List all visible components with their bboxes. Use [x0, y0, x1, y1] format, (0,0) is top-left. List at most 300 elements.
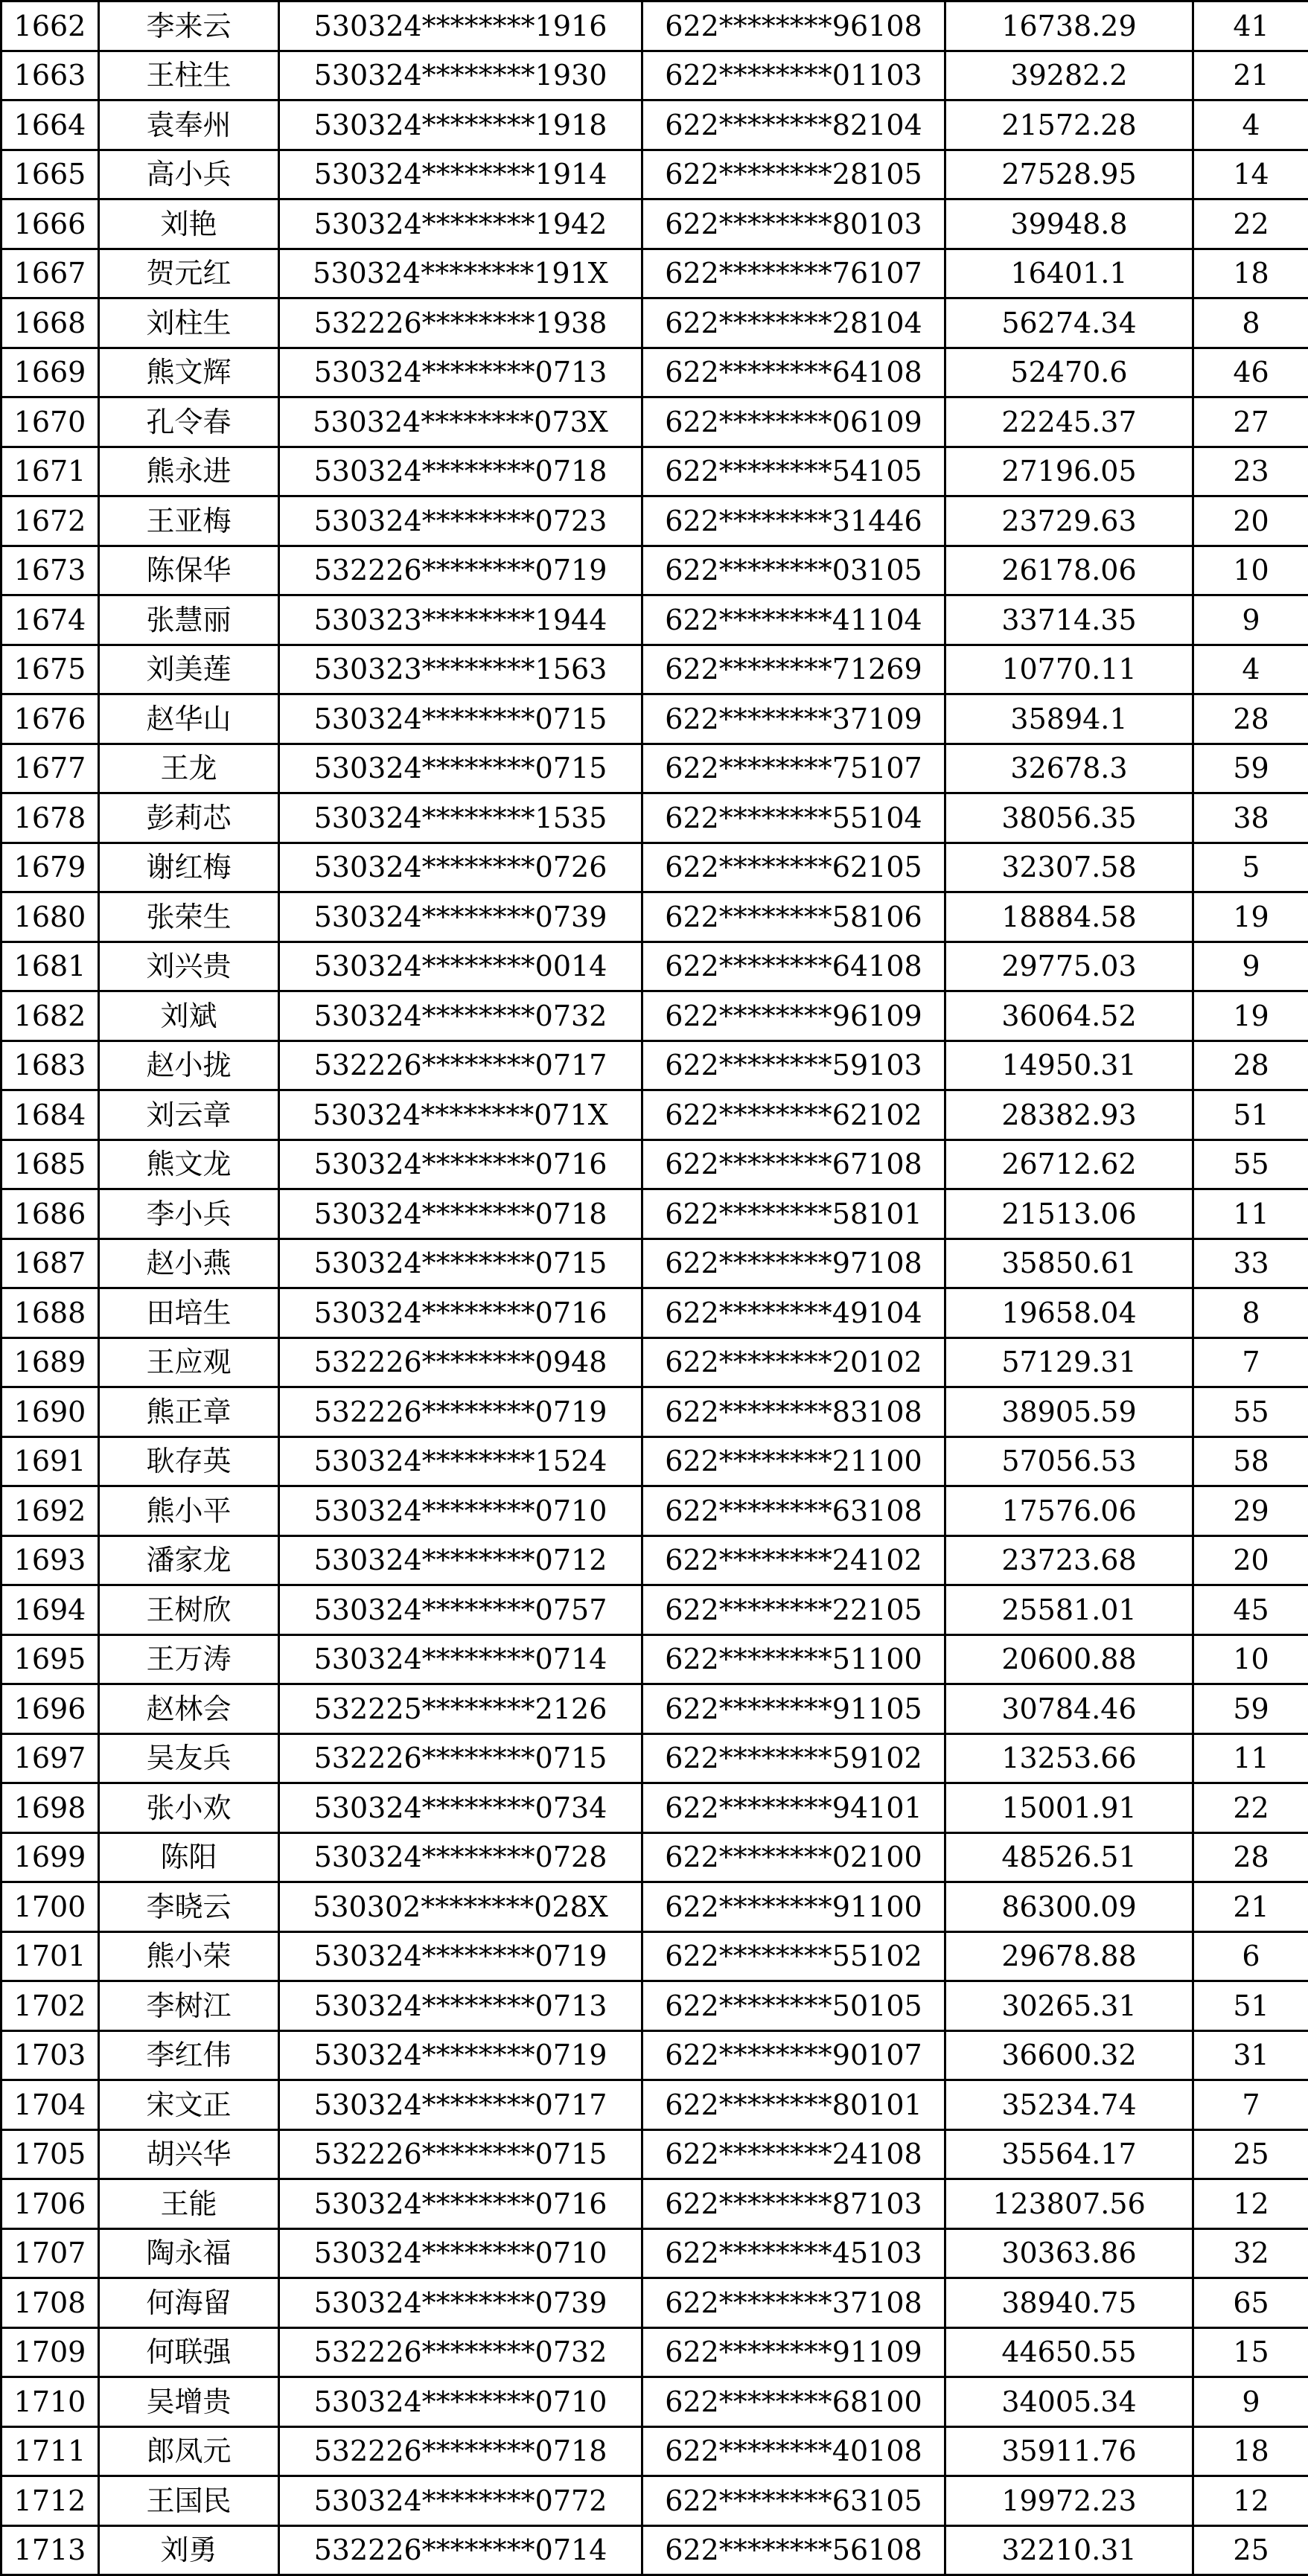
seq-cell: 1687 — [1, 1239, 99, 1288]
amount-cell: 18884.58 — [945, 892, 1193, 942]
name-cell: 熊正章 — [99, 1387, 279, 1437]
amount-cell: 36600.32 — [945, 2030, 1193, 2080]
count-cell: 41 — [1193, 1, 1308, 51]
seq-cell: 1692 — [1, 1486, 99, 1536]
id-card-cell: 532226********1938 — [279, 298, 642, 348]
bank-card-cell: 622********59102 — [642, 1733, 945, 1783]
id-card-cell: 532226********0717 — [279, 1041, 642, 1090]
count-cell: 22 — [1193, 1783, 1308, 1833]
id-card-cell: 530324********0710 — [279, 2228, 642, 2278]
name-cell: 张荣生 — [99, 892, 279, 942]
id-card-cell: 530324********0732 — [279, 991, 642, 1041]
name-cell: 王亚梅 — [99, 496, 279, 546]
name-cell: 王能 — [99, 2179, 279, 2229]
bank-card-cell: 622********71269 — [642, 645, 945, 694]
name-cell: 吴友兵 — [99, 1733, 279, 1783]
count-cell: 11 — [1193, 1733, 1308, 1783]
amount-cell: 15001.91 — [945, 1783, 1193, 1833]
id-card-cell: 530324********0739 — [279, 892, 642, 942]
bank-card-cell: 622********62102 — [642, 1090, 945, 1140]
seq-cell: 1667 — [1, 249, 99, 298]
id-card-cell: 530323********1563 — [279, 645, 642, 694]
id-card-cell: 530324********0014 — [279, 942, 642, 991]
id-card-cell: 530324********1524 — [279, 1436, 642, 1486]
count-cell: 8 — [1193, 1288, 1308, 1338]
seq-cell: 1680 — [1, 892, 99, 942]
seq-cell: 1709 — [1, 2327, 99, 2377]
id-card-cell: 532226********0719 — [279, 1387, 642, 1437]
bank-card-cell: 622********54105 — [642, 447, 945, 496]
seq-cell: 1702 — [1, 1981, 99, 2031]
id-card-cell: 532226********0718 — [279, 2426, 642, 2476]
id-card-cell: 530323********1944 — [279, 595, 642, 645]
name-cell: 王柱生 — [99, 51, 279, 100]
amount-cell: 29775.03 — [945, 942, 1193, 991]
count-cell: 10 — [1193, 1634, 1308, 1684]
bank-card-cell: 622********62105 — [642, 843, 945, 892]
amount-cell: 21513.06 — [945, 1189, 1193, 1239]
seq-cell: 1671 — [1, 447, 99, 496]
amount-cell: 44650.55 — [945, 2327, 1193, 2377]
bank-card-cell: 622********91105 — [642, 1684, 945, 1734]
id-card-cell: 530324********0710 — [279, 1486, 642, 1536]
name-cell: 潘家龙 — [99, 1535, 279, 1585]
table-row — [1, 2327, 1308, 2377]
table-row — [1, 1239, 1308, 1288]
id-card-cell: 530324********0718 — [279, 447, 642, 496]
bank-card-cell: 622********80101 — [642, 2080, 945, 2130]
name-cell: 何海留 — [99, 2278, 279, 2328]
table-row — [1, 942, 1308, 991]
name-cell: 王万涛 — [99, 1634, 279, 1684]
bank-card-cell: 622********90107 — [642, 2030, 945, 2080]
amount-cell: 36064.52 — [945, 991, 1193, 1041]
name-cell: 袁奉州 — [99, 100, 279, 150]
bank-card-cell: 622********49104 — [642, 1288, 945, 1338]
table-row — [1, 249, 1308, 298]
bank-card-cell: 622********58106 — [642, 892, 945, 942]
amount-cell: 35911.76 — [945, 2426, 1193, 2476]
amount-cell: 86300.09 — [945, 1882, 1193, 1932]
count-cell: 51 — [1193, 1981, 1308, 2031]
bank-card-cell: 622********83108 — [642, 1387, 945, 1437]
seq-cell: 1688 — [1, 1288, 99, 1338]
table-row — [1, 2426, 1308, 2476]
amount-cell: 23729.63 — [945, 496, 1193, 546]
seq-cell: 1691 — [1, 1436, 99, 1486]
table-row — [1, 744, 1308, 793]
name-cell: 何联强 — [99, 2327, 279, 2377]
seq-cell: 1664 — [1, 100, 99, 150]
amount-cell: 33714.35 — [945, 595, 1193, 645]
id-card-cell: 532226********0732 — [279, 2327, 642, 2377]
amount-cell: 21572.28 — [945, 100, 1193, 150]
table-row — [1, 1189, 1308, 1239]
amount-cell: 22245.37 — [945, 397, 1193, 447]
id-card-cell: 530324********1918 — [279, 100, 642, 150]
bank-card-cell: 622********02100 — [642, 1832, 945, 1882]
bank-card-cell: 622********06109 — [642, 397, 945, 447]
bank-card-cell: 622********87103 — [642, 2179, 945, 2229]
bank-card-cell: 622********37108 — [642, 2278, 945, 2328]
amount-cell: 38056.35 — [945, 793, 1193, 843]
count-cell: 14 — [1193, 150, 1308, 199]
table-row — [1, 1931, 1308, 1981]
table-row — [1, 348, 1308, 397]
bank-card-cell: 622********59103 — [642, 1041, 945, 1090]
name-cell: 熊文辉 — [99, 348, 279, 397]
bank-card-cell: 622********21100 — [642, 1436, 945, 1486]
bank-card-cell: 622********58101 — [642, 1189, 945, 1239]
id-card-cell: 530324********0714 — [279, 1634, 642, 1684]
count-cell: 59 — [1193, 1684, 1308, 1734]
bank-card-cell: 622********51100 — [642, 1634, 945, 1684]
id-card-cell: 532226********0719 — [279, 546, 642, 595]
seq-cell: 1682 — [1, 991, 99, 1041]
id-card-cell: 530324********0717 — [279, 2080, 642, 2130]
id-card-cell: 530324********0719 — [279, 2030, 642, 2080]
count-cell: 20 — [1193, 1535, 1308, 1585]
count-cell: 22 — [1193, 199, 1308, 249]
seq-cell: 1678 — [1, 793, 99, 843]
id-card-cell: 530324********191X — [279, 249, 642, 298]
seq-cell: 1712 — [1, 2476, 99, 2526]
count-cell: 21 — [1193, 51, 1308, 100]
table-row — [1, 645, 1308, 694]
id-card-cell: 530324********1942 — [279, 199, 642, 249]
seq-cell: 1700 — [1, 1882, 99, 1932]
seq-cell: 1713 — [1, 2525, 99, 2575]
seq-cell: 1666 — [1, 199, 99, 249]
amount-cell: 34005.34 — [945, 2377, 1193, 2427]
name-cell: 王国民 — [99, 2476, 279, 2526]
table-row — [1, 298, 1308, 348]
count-cell: 27 — [1193, 397, 1308, 447]
amount-cell: 30265.31 — [945, 1981, 1193, 2031]
count-cell: 55 — [1193, 1140, 1308, 1189]
id-card-cell: 530324********0716 — [279, 1140, 642, 1189]
seq-cell: 1704 — [1, 2080, 99, 2130]
table-row — [1, 2525, 1308, 2575]
count-cell: 18 — [1193, 249, 1308, 298]
amount-cell: 26178.06 — [945, 546, 1193, 595]
bank-card-cell: 622********50105 — [642, 1981, 945, 2031]
name-cell: 李小兵 — [99, 1189, 279, 1239]
table-row — [1, 1585, 1308, 1635]
seq-cell: 1699 — [1, 1832, 99, 1882]
name-cell: 王龙 — [99, 744, 279, 793]
bank-card-cell: 622********20102 — [642, 1337, 945, 1387]
amount-cell: 39948.8 — [945, 199, 1193, 249]
seq-cell: 1697 — [1, 1733, 99, 1783]
table-row — [1, 1337, 1308, 1387]
amount-cell: 39282.2 — [945, 51, 1193, 100]
name-cell: 谢红梅 — [99, 843, 279, 892]
table-row — [1, 1090, 1308, 1140]
count-cell: 28 — [1193, 1832, 1308, 1882]
bank-card-cell: 622********37109 — [642, 694, 945, 744]
seq-cell: 1695 — [1, 1634, 99, 1684]
name-cell: 胡兴华 — [99, 2129, 279, 2179]
name-cell: 刘艳 — [99, 199, 279, 249]
bank-card-cell: 622********63105 — [642, 2476, 945, 2526]
id-card-cell: 530324********0757 — [279, 1585, 642, 1635]
id-card-cell: 530324********1914 — [279, 150, 642, 199]
id-card-cell: 530324********0718 — [279, 1189, 642, 1239]
bank-card-cell: 622********94101 — [642, 1783, 945, 1833]
seq-cell: 1701 — [1, 1931, 99, 1981]
count-cell: 20 — [1193, 496, 1308, 546]
id-card-cell: 532225********2126 — [279, 1684, 642, 1734]
bank-card-cell: 622********64108 — [642, 348, 945, 397]
seq-cell: 1684 — [1, 1090, 99, 1140]
seq-cell: 1689 — [1, 1337, 99, 1387]
name-cell: 刘兴贵 — [99, 942, 279, 991]
id-card-cell: 530324********0734 — [279, 1783, 642, 1833]
count-cell: 19 — [1193, 991, 1308, 1041]
count-cell: 31 — [1193, 2030, 1308, 2080]
count-cell: 7 — [1193, 1337, 1308, 1387]
id-card-cell: 530324********0715 — [279, 744, 642, 793]
name-cell: 赵小拢 — [99, 1041, 279, 1090]
seq-cell: 1693 — [1, 1535, 99, 1585]
name-cell: 赵小燕 — [99, 1239, 279, 1288]
amount-cell: 32210.31 — [945, 2525, 1193, 2575]
amount-cell: 19658.04 — [945, 1288, 1193, 1338]
seq-cell: 1708 — [1, 2278, 99, 2328]
amount-cell: 14950.31 — [945, 1041, 1193, 1090]
id-card-cell: 530324********0715 — [279, 694, 642, 744]
table-row — [1, 991, 1308, 1041]
bank-card-cell: 622********67108 — [642, 1140, 945, 1189]
count-cell: 51 — [1193, 1090, 1308, 1140]
table-row — [1, 1981, 1308, 2031]
table-row — [1, 1486, 1308, 1536]
table-row — [1, 2228, 1308, 2278]
table-row — [1, 2476, 1308, 2526]
table-row — [1, 843, 1308, 892]
count-cell: 11 — [1193, 1189, 1308, 1239]
bank-card-cell: 622********28105 — [642, 150, 945, 199]
table-row — [1, 1733, 1308, 1783]
table-row — [1, 2129, 1308, 2179]
amount-cell: 56274.34 — [945, 298, 1193, 348]
id-card-cell: 530324********0712 — [279, 1535, 642, 1585]
count-cell: 8 — [1193, 298, 1308, 348]
id-card-cell: 530324********0772 — [279, 2476, 642, 2526]
name-cell: 张慧丽 — [99, 595, 279, 645]
name-cell: 陈保华 — [99, 546, 279, 595]
amount-cell: 13253.66 — [945, 1733, 1193, 1783]
table-row — [1, 397, 1308, 447]
count-cell: 10 — [1193, 546, 1308, 595]
seq-cell: 1673 — [1, 546, 99, 595]
name-cell: 刘斌 — [99, 991, 279, 1041]
seq-cell: 1681 — [1, 942, 99, 991]
name-cell: 彭莉芯 — [99, 793, 279, 843]
seq-cell: 1668 — [1, 298, 99, 348]
amount-cell: 35894.1 — [945, 694, 1193, 744]
name-cell: 孔令春 — [99, 397, 279, 447]
amount-cell: 32307.58 — [945, 843, 1193, 892]
table-row — [1, 2377, 1308, 2427]
count-cell: 21 — [1193, 1882, 1308, 1932]
bank-card-cell: 622********31446 — [642, 496, 945, 546]
table-row — [1, 1684, 1308, 1734]
id-card-cell: 532226********0714 — [279, 2525, 642, 2575]
id-card-cell: 530324********0728 — [279, 1832, 642, 1882]
name-cell: 熊文龙 — [99, 1140, 279, 1189]
table-row — [1, 2179, 1308, 2229]
amount-cell: 48526.51 — [945, 1832, 1193, 1882]
count-cell: 12 — [1193, 2179, 1308, 2229]
table-row — [1, 447, 1308, 496]
name-cell: 贺元红 — [99, 249, 279, 298]
table-row — [1, 2278, 1308, 2328]
count-cell: 46 — [1193, 348, 1308, 397]
table-row — [1, 1387, 1308, 1437]
count-cell: 4 — [1193, 645, 1308, 694]
count-cell: 18 — [1193, 2426, 1308, 2476]
count-cell: 6 — [1193, 1931, 1308, 1981]
amount-cell: 23723.68 — [945, 1535, 1193, 1585]
bank-card-cell: 622********68100 — [642, 2377, 945, 2427]
name-cell: 刘勇 — [99, 2525, 279, 2575]
amount-cell: 16738.29 — [945, 1, 1193, 51]
count-cell: 59 — [1193, 744, 1308, 793]
seq-cell: 1710 — [1, 2377, 99, 2427]
amount-cell: 32678.3 — [945, 744, 1193, 793]
amount-cell: 28382.93 — [945, 1090, 1193, 1140]
amount-cell: 10770.11 — [945, 645, 1193, 694]
bank-card-cell: 622********55104 — [642, 793, 945, 843]
seq-cell: 1705 — [1, 2129, 99, 2179]
count-cell: 4 — [1193, 100, 1308, 150]
name-cell: 李来云 — [99, 1, 279, 51]
seq-cell: 1670 — [1, 397, 99, 447]
id-card-cell: 532226********0715 — [279, 1733, 642, 1783]
name-cell: 王树欣 — [99, 1585, 279, 1635]
id-card-cell: 530324********1916 — [279, 1, 642, 51]
table-row — [1, 150, 1308, 199]
amount-cell: 26712.62 — [945, 1140, 1193, 1189]
table-row — [1, 1, 1308, 51]
id-card-cell: 530324********0716 — [279, 2179, 642, 2229]
amount-cell: 16401.1 — [945, 249, 1193, 298]
seq-cell: 1672 — [1, 496, 99, 546]
amount-cell: 30784.46 — [945, 1684, 1193, 1734]
bank-card-cell: 622********41104 — [642, 595, 945, 645]
bank-card-cell: 622********96108 — [642, 1, 945, 51]
table-row — [1, 51, 1308, 100]
count-cell: 28 — [1193, 1041, 1308, 1090]
name-cell: 耿存英 — [99, 1436, 279, 1486]
seq-cell: 1694 — [1, 1585, 99, 1635]
amount-cell: 25581.01 — [945, 1585, 1193, 1635]
count-cell: 45 — [1193, 1585, 1308, 1635]
bank-card-cell: 622********01103 — [642, 51, 945, 100]
bank-card-cell: 622********64108 — [642, 942, 945, 991]
seq-cell: 1677 — [1, 744, 99, 793]
bank-card-cell: 622********40108 — [642, 2426, 945, 2476]
count-cell: 5 — [1193, 843, 1308, 892]
bank-card-cell: 622********91100 — [642, 1882, 945, 1932]
amount-cell: 57129.31 — [945, 1337, 1193, 1387]
count-cell: 38 — [1193, 793, 1308, 843]
amount-cell: 35234.74 — [945, 2080, 1193, 2130]
count-cell: 9 — [1193, 595, 1308, 645]
table-row — [1, 1288, 1308, 1338]
name-cell: 刘美莲 — [99, 645, 279, 694]
amount-cell: 29678.88 — [945, 1931, 1193, 1981]
id-card-cell: 530302********028X — [279, 1882, 642, 1932]
table-row — [1, 199, 1308, 249]
amount-cell: 27196.05 — [945, 447, 1193, 496]
name-cell: 李晓云 — [99, 1882, 279, 1932]
seq-cell: 1676 — [1, 694, 99, 744]
name-cell: 王应观 — [99, 1337, 279, 1387]
table-row — [1, 793, 1308, 843]
count-cell: 58 — [1193, 1436, 1308, 1486]
name-cell: 李树江 — [99, 1981, 279, 2031]
id-card-cell: 530324********0710 — [279, 2377, 642, 2427]
count-cell: 33 — [1193, 1239, 1308, 1288]
count-cell: 32 — [1193, 2228, 1308, 2278]
amount-cell: 38905.59 — [945, 1387, 1193, 1437]
id-card-cell: 530324********073X — [279, 397, 642, 447]
id-card-cell: 530324********0719 — [279, 1931, 642, 1981]
amount-cell: 27528.95 — [945, 150, 1193, 199]
table-row — [1, 1436, 1308, 1486]
table-row — [1, 2080, 1308, 2130]
bank-card-cell: 622********24108 — [642, 2129, 945, 2179]
count-cell: 9 — [1193, 942, 1308, 991]
seq-cell: 1685 — [1, 1140, 99, 1189]
table-row — [1, 1832, 1308, 1882]
id-card-cell: 530324********0716 — [279, 1288, 642, 1338]
bank-card-cell: 622********91109 — [642, 2327, 945, 2377]
seq-cell: 1703 — [1, 2030, 99, 2080]
name-cell: 赵华山 — [99, 694, 279, 744]
name-cell: 陈阳 — [99, 1832, 279, 1882]
name-cell: 熊小荣 — [99, 1931, 279, 1981]
seq-cell: 1707 — [1, 2228, 99, 2278]
count-cell: 25 — [1193, 2525, 1308, 2575]
table-row — [1, 2030, 1308, 2080]
name-cell: 宋文正 — [99, 2080, 279, 2130]
id-card-cell: 532226********0715 — [279, 2129, 642, 2179]
id-card-cell: 530324********0715 — [279, 1239, 642, 1288]
bank-card-cell: 622********03105 — [642, 546, 945, 595]
table-row — [1, 1783, 1308, 1833]
table-row — [1, 546, 1308, 595]
bank-card-cell: 622********76107 — [642, 249, 945, 298]
table-row — [1, 694, 1308, 744]
seq-cell: 1675 — [1, 645, 99, 694]
bank-card-cell: 622********63108 — [642, 1486, 945, 1536]
amount-cell: 52470.6 — [945, 348, 1193, 397]
amount-cell: 35850.61 — [945, 1239, 1193, 1288]
amount-cell: 19972.23 — [945, 2476, 1193, 2526]
name-cell: 吴增贵 — [99, 2377, 279, 2427]
seq-cell: 1686 — [1, 1189, 99, 1239]
id-card-cell: 530324********0713 — [279, 348, 642, 397]
count-cell: 65 — [1193, 2278, 1308, 2328]
count-cell: 15 — [1193, 2327, 1308, 2377]
name-cell: 熊永进 — [99, 447, 279, 496]
name-cell: 高小兵 — [99, 150, 279, 199]
id-card-cell: 530324********0739 — [279, 2278, 642, 2328]
